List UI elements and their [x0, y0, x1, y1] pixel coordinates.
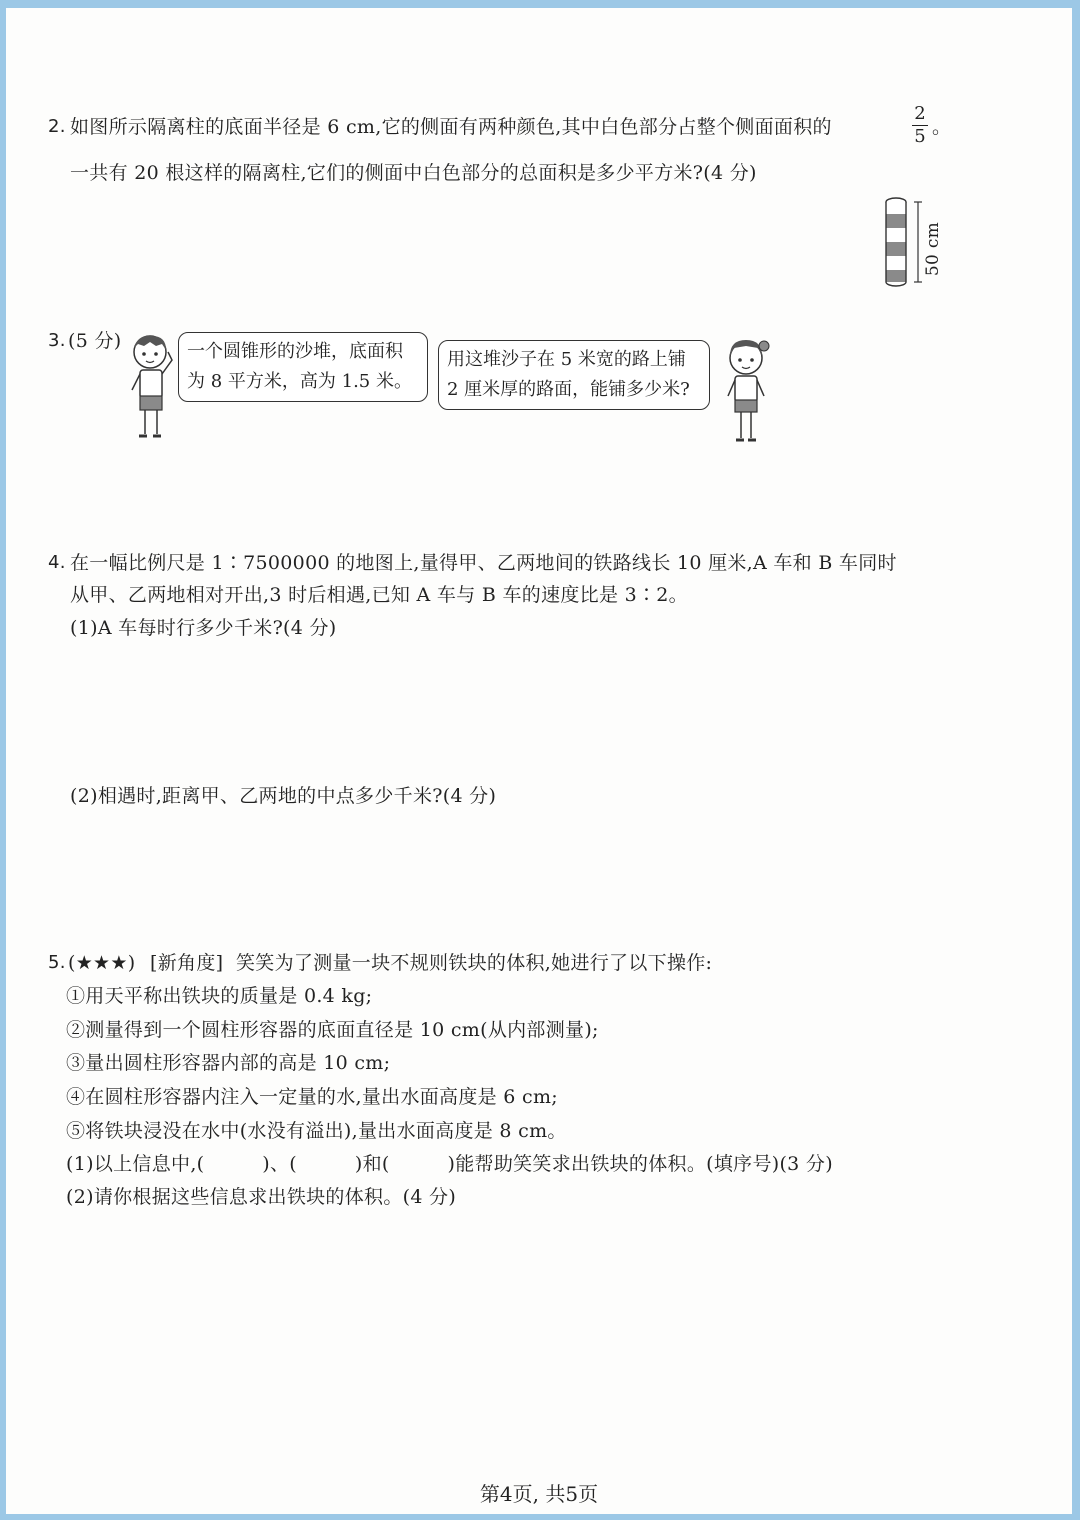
bollard-height-label: 50 cm	[923, 221, 944, 277]
q2-line2: 一共有 20 根这样的隔离柱,它们的侧面中白色部分的总面积是多少平方米?(4 分)	[70, 162, 757, 184]
q5-step-4: ④在圆柱形容器内注入一定量的水,量出水面高度是 6 cm;	[66, 1086, 558, 1108]
girl-illustration-icon	[716, 334, 776, 446]
bubble-line: 2 厘米厚的路面，能铺多少米?	[447, 379, 690, 400]
q4-line1: 在一幅比例尺是 1∶7500000 的地图上,量得甲、乙两地间的铁路线长 10 厘米,A 车和 B 车同时	[70, 552, 897, 574]
q5-step-5: ⑤将铁块浸没在水中(水没有溢出),量出水面高度是 8 cm。	[66, 1120, 567, 1142]
q5-sub2: (2)请你根据这些信息求出铁块的体积。(4 分)	[66, 1186, 457, 1208]
q2-number: 2.	[48, 116, 66, 137]
page-footer: 第4页, 共5页	[479, 1482, 599, 1506]
fraction-denominator: 5	[914, 126, 926, 147]
q2-line1-end: 。	[932, 116, 952, 138]
q4-sub1: (1)A 车每时行多少千米?(4 分)	[70, 617, 337, 639]
q5-number: 5.	[48, 952, 66, 973]
exam-page	[6, 8, 1072, 1514]
q4-line2: 从甲、乙两地相对开出,3 时后相遇,已知 A 车与 B 车的速度比是 3∶2。	[70, 584, 688, 606]
bubble-line: 一个圆锥形的沙堆，底面积	[187, 341, 403, 362]
boy-illustration-icon	[122, 330, 182, 442]
speech-bubble-boy	[178, 332, 428, 402]
fraction-numerator: 2	[914, 103, 926, 124]
q5-intro: 笑笑为了测量一块不规则铁块的体积,她进行了以下操作:	[236, 952, 713, 974]
q5-step-1: ①用天平称出铁块的质量是 0.4 kg;	[66, 985, 373, 1007]
bubble-line: 为 8 平方米，高为 1.5 米。	[187, 371, 412, 392]
q5-step-2: ②测量得到一个圆柱形容器的底面直径是 10 cm(从内部测量);	[66, 1019, 599, 1041]
bubble-line: 用这堆沙子在 5 米宽的路上铺	[447, 349, 686, 370]
q3-number: 3.	[48, 330, 66, 351]
q2-fraction	[910, 104, 930, 147]
q2-line1: 如图所示隔离柱的底面半径是 6 cm,它的侧面有两种颜色,其中白色部分占整个侧面面积的	[70, 116, 832, 138]
q3-points: (5 分)	[68, 330, 122, 352]
q5-step-3: ③量出圆柱形容器内部的高是 10 cm;	[66, 1052, 391, 1074]
q5-stars: (★★★)	[68, 952, 136, 974]
q5-tag: [新角度]	[150, 952, 224, 974]
q5-sub1: (1)以上信息中,( )、( )和( )能帮助笑笑求出铁块的体积。(填序号)(3 分)	[66, 1153, 833, 1175]
q4-sub2: (2)相遇时,距离甲、乙两地的中点多少千米?(4 分)	[70, 785, 497, 807]
q4-number: 4.	[48, 552, 66, 573]
speech-bubble-girl	[438, 340, 710, 410]
